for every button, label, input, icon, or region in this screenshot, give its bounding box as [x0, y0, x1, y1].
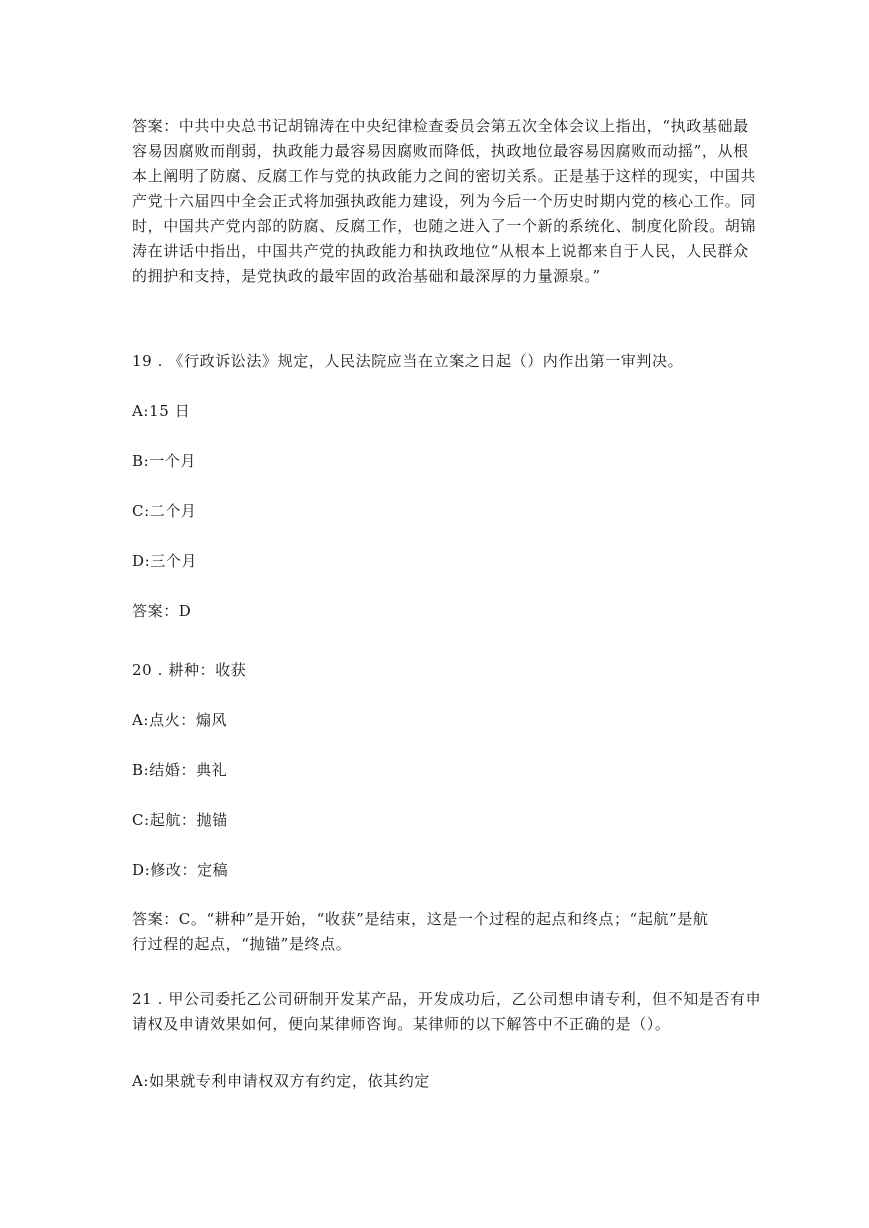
answer-18-paragraph [132, 114, 757, 289]
question-19-text: 19 . 《行政诉讼法》规定，人民法院应当在立案之日起（）内作出第一审判决。 [132, 352, 684, 370]
question-21-text [132, 987, 762, 1037]
question-20-option-b: B:结婚：典礼 [132, 761, 228, 779]
question-20-answer-line: 答案：C。“耕种”是开始，“收获”是结束，这是一个过程的起点和终点；“起航”是航 [132, 910, 709, 928]
question-20-text: 20 . 耕种：收获 [132, 661, 247, 679]
answer-18-line: 时，中国共产党内部的防腐、反腐工作，也随之进入了一个新的系统化、制度化阶段。胡锦 [132, 217, 757, 235]
question-19-option-a: A:15 日 [132, 402, 191, 420]
question-20-option-a: A:点火：煽风 [132, 711, 228, 729]
answer-18-line: 的拥护和支持，是党执政的最牢固的政治基础和最深厚的力量源泉。” [132, 267, 601, 285]
question-21-option-a: A:如果就专利申请权双方有约定，依其约定 [132, 1072, 430, 1090]
question-19-option-b: B:一个月 [132, 452, 197, 470]
question-20-answer-line: 行过程的起点，“抛锚”是终点。 [132, 935, 352, 953]
question-20-option-c: C:起航：抛锚 [132, 811, 228, 829]
answer-18-line: 本上阐明了防腐、反腐工作与党的执政能力之间的密切关系。正是基于这样的现实，中国共 [132, 167, 757, 185]
answer-18-line: 容易因腐败而削弱，执政能力最容易因腐败而降低，执政地位最容易因腐败而动摇”，从根 [132, 142, 749, 160]
question-20-option-d: D:修改：定稿 [132, 861, 229, 879]
question-21-text-line: 21 . 甲公司委托乙公司研制开发某产品，开发成功后，乙公司想申请专利，但不知是否有申 [132, 990, 762, 1008]
question-19-option-d: D:三个月 [132, 552, 198, 570]
answer-18-line: 答案：中共中央总书记胡锦涛在中央纪律检查委员会第五次全体会议上指出，“执政基础最 [132, 117, 749, 135]
answer-18-line: 涛在讲话中指出，中国共产党的执政能力和执政地位“从根本上说都来自于人民，人民群众 [132, 242, 749, 260]
answer-18-line: 产党十六届四中全会正式将加强执政能力建设，列为今后一个历史时期内党的核心工作。同 [132, 192, 757, 210]
question-20-answer [132, 907, 742, 957]
question-19-answer: 答案：D [132, 602, 192, 620]
question-19-option-c: C:二个月 [132, 502, 197, 520]
question-21-text-line: 请权及申请效果如何，便向某律师咨询。某律师的以下解答中不正确的是（）。 [132, 1015, 671, 1033]
